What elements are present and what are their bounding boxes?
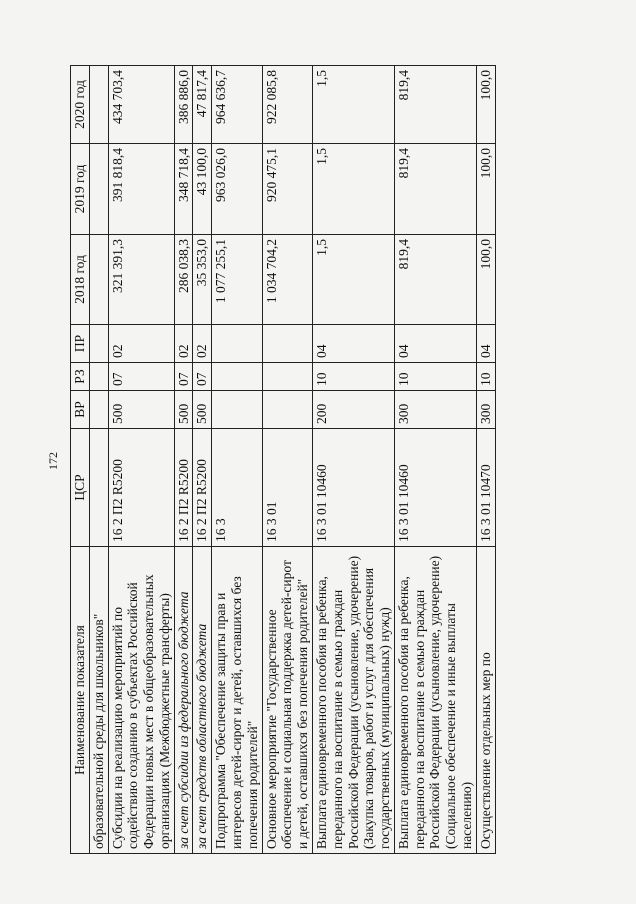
cell-name: Субсидии на реализацию мероприятий по содействию созданию в субъектах Российской Федерации новых мест в общеобразовательных организациях (Межбюджетные трансферты) [108,547,174,854]
table-row [108,66,174,854]
cell-vr [212,391,262,429]
table-row [212,66,262,854]
cell-name: Выплата единовременного пособия на ребенка, переданного на воспитание в семью граждан Российской Федерации (усыновление, удочерение) (Социальное обеспечение и иные выплаты населению) [394,547,476,854]
cell-2020 [89,66,108,144]
cell-pr [89,325,108,363]
cell-vr: 500 [193,391,212,429]
cell-2020: 47 817,4 [193,66,212,144]
cell-2018: 1 034 704,2 [262,235,312,325]
cell-pr: 04 [312,325,394,363]
table-row [174,66,193,854]
cell-2019 [89,144,108,235]
cell-rz: 10 [476,363,495,391]
cell-vr: 200 [312,391,394,429]
cell-csr [89,429,108,547]
cell-rz [262,363,312,391]
cell-name: Основное мероприятие "Государственное обеспечение и социальная поддержка детей-сирот и детей, оставшихся без попечения родителей" [262,547,312,854]
cell-2020: 386 886,0 [174,66,193,144]
table-row [89,66,108,854]
cell-name: Выплата единовременного пособия на ребенка, переданного на воспитание в семью граждан Российской Федерации (усыновление, удочерение) (Закупка товаров, работ и услуг для обеспечения государственных (муниципальных) нужд) [312,547,394,854]
cell-rz: 10 [312,363,394,391]
header-rz: РЗ [71,363,90,391]
cell-2018: 819,4 [394,235,476,325]
cell-2018 [89,235,108,325]
cell-csr: 16 2 П2 R5200 [174,429,193,547]
table-row [476,66,495,854]
table-row [193,66,212,854]
cell-csr: 16 2 П2 R5200 [108,429,174,547]
cell-2018: 1 077 255,1 [212,235,262,325]
cell-rz: 10 [394,363,476,391]
table-row [312,66,394,854]
cell-csr: 16 3 01 10460 [394,429,476,547]
cell-2020: 434 703,4 [108,66,174,144]
cell-2019: 43 100,0 [193,144,212,235]
cell-csr: 16 3 [212,429,262,547]
cell-2018: 100,0 [476,235,495,325]
cell-pr: 04 [394,325,476,363]
cell-name: Подпрограмма "Обеспечение защиты прав и интересов детей-сирот и детей, оставшихся без попечения родителей" [212,547,262,854]
cell-rz: 07 [108,363,174,391]
cell-vr [262,391,312,429]
cell-2020: 922 085,8 [262,66,312,144]
cell-vr: 300 [394,391,476,429]
cell-2019: 1,5 [312,144,394,235]
table-row [262,66,312,854]
header-2020: 2020 год [71,66,90,144]
table-header-row [71,66,90,854]
cell-rz: 07 [193,363,212,391]
cell-2020: 100,0 [476,66,495,144]
cell-pr: 02 [108,325,174,363]
cell-pr [212,325,262,363]
cell-rz [212,363,262,391]
cell-2019: 963 026,0 [212,144,262,235]
cell-2018: 321 391,3 [108,235,174,325]
cell-csr: 16 3 01 [262,429,312,547]
cell-2018: 286 038,3 [174,235,193,325]
header-pr: ПР [71,325,90,363]
cell-pr: 04 [476,325,495,363]
header-vr: ВР [71,391,90,429]
cell-rz: 07 [174,363,193,391]
cell-csr: 16 2 П2 R5200 [193,429,212,547]
cell-2020: 819,4 [394,66,476,144]
cell-vr: 500 [174,391,193,429]
cell-2019: 391 818,4 [108,144,174,235]
cell-name: за счет средств областного бюджета [193,547,212,854]
header-csr: ЦСР [71,429,90,547]
cell-pr: 02 [193,325,212,363]
cell-2019: 819,4 [394,144,476,235]
cell-vr [89,391,108,429]
page-number: 172 [46,452,60,470]
cell-2019: 100,0 [476,144,495,235]
header-2019: 2019 год [71,144,90,235]
cell-pr: 02 [174,325,193,363]
cell-vr: 300 [476,391,495,429]
cell-2019: 348 718,4 [174,144,193,235]
cell-name: образовательной среды для школьников" [89,547,108,854]
cell-2019: 920 475,1 [262,144,312,235]
cell-csr: 16 3 01 10470 [476,429,495,547]
cell-csr: 16 3 01 10460 [312,429,394,547]
cell-pr [262,325,312,363]
budget-table [70,65,496,854]
cell-2020: 964 636,7 [212,66,262,144]
cell-name: за счет субсидии из федерального бюджета [174,547,193,854]
cell-vr: 500 [108,391,174,429]
header-name: Наименование показателя [71,547,90,854]
cell-name: Осуществление отдельных мер по [476,547,495,854]
cell-2018: 1,5 [312,235,394,325]
cell-2018: 35 353,0 [193,235,212,325]
cell-2020: 1,5 [312,66,394,144]
header-2018: 2018 год [71,235,90,325]
table-row [394,66,476,854]
cell-rz [89,363,108,391]
